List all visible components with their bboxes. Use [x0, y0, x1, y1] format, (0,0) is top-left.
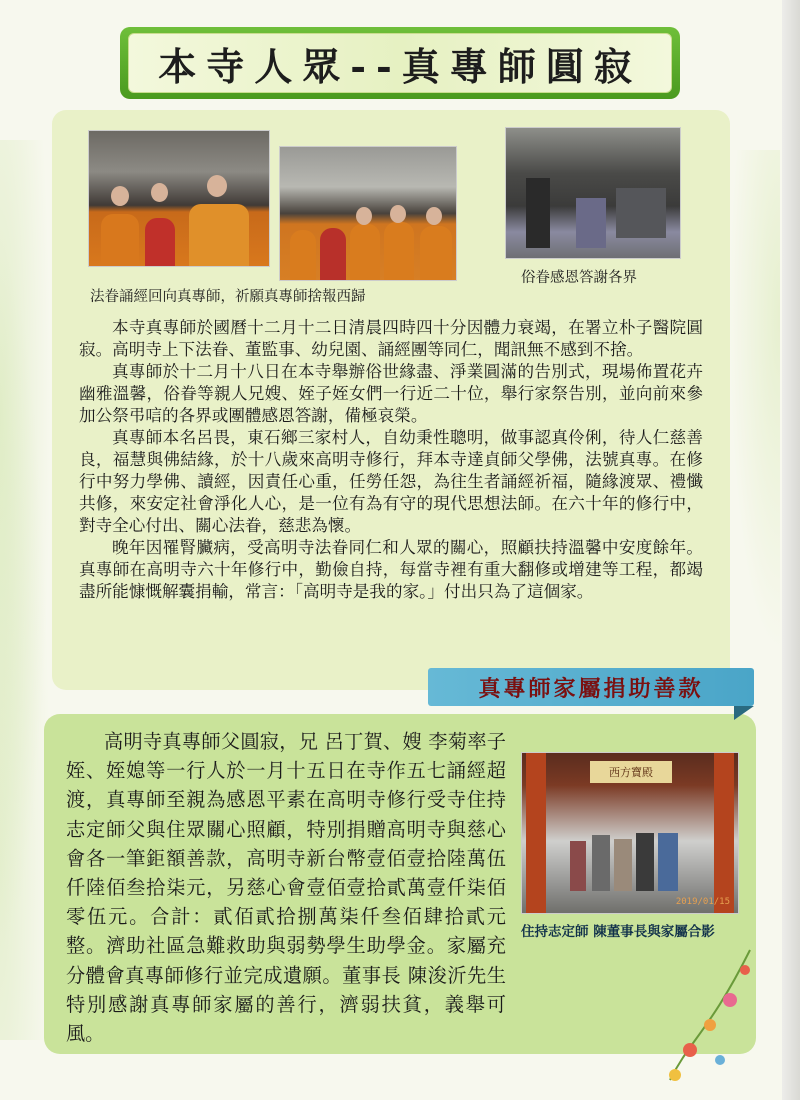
flower-decoration	[650, 940, 770, 1090]
photo-group-portrait	[521, 752, 739, 914]
title-frame	[128, 33, 672, 93]
photo-chanting-1	[88, 130, 270, 267]
photo-caption-chanting: 法眷誦經回向真專師，祈願真專師捨報西歸	[90, 289, 366, 305]
article-paragraph: 真專師本名呂畏，東石鄉三家村人，自幼秉性聰明，做事認真伶俐，待人仁慈善良，福慧與佛結緣，於十八歲來高明寺修行，拜本寺達貞師父學佛，法號真專。在修行中努力學佛、讀經，因責任心重，任勞任怨，為往生者誦經祈福，隨緣渡眾、禮懺共修，來安定社會淨化人心，是一位有為有守的現代思想法師。在六十年的修行中，對寺全心付出、關心法眷，慈悲為懷。	[79, 428, 703, 535]
page-edge	[782, 0, 800, 1100]
photo-family-thanks	[505, 127, 681, 259]
article-paragraph: 本寺真專師於國曆十二月十二日清晨四時四十分因體力衰竭，在署立朴子醫院圓寂。高明寺上下法眷、董監事、幼兒園、誦經團等同仁，聞訊無不感到不捨。	[79, 318, 703, 359]
article-paragraph: 晚年因罹腎臟病，受高明寺法眷同仁和人眾的關心，照顧扶持溫馨中安度餘年。真專師在高明寺六十年修行中，勤儉自持，每當寺裡有重大翻修或增建等工程，都竭盡所能慷慨解囊捐輸，常言：「高明寺是我的家。」付出只為了這個家。	[79, 538, 703, 601]
temple-plaque: 西方寶殿	[590, 761, 672, 783]
donation-heading-ribbon	[428, 668, 754, 706]
article-body	[79, 317, 703, 603]
photo-chanting-2	[279, 146, 457, 281]
donation-heading: 真專師家屬捐助善款	[478, 676, 704, 702]
article-paragraph: 真專師於十二月十八日在本寺舉辦俗世緣盡、淨業圓滿的告別式，現場佈置花卉幽雅溫馨，俗眷等親人兄嫂、姪子姪女們一行近二十位，舉行家祭告別，並向前來參加公祭弔唁的各界或團體感恩答謝，備極哀榮。	[79, 362, 703, 425]
photo-date-stamp: 2019/01/15	[675, 897, 730, 907]
donation-paragraph: 高明寺真專師父圓寂，兄 呂丁賀、嫂 李菊率子姪、姪媳等一行人於一月十五日在寺作五七誦經超渡，真專師至親為感恩平素在高明寺修行受寺住持志定師父與住眾關心照顧，特別捐贈高明寺與慈心會各一筆鉅額善款，高明寺新台幣壹佰壹拾陸萬伍仟陸佰叁拾柒元，另慈心會壹佰壹拾貳萬壹仟柒佰零伍元。合計：貳佰貳拾捌萬柒仟叁佰肆拾貳元整。濟助社區急難救助與弱勢學生助學金。家屬充分體會真專師修行並完成遺願。董事長 陳浚沂先生特別感謝真專師家屬的善行，濟弱扶貧，義舉可風。	[66, 730, 506, 1046]
group-photo-caption: 住持志定師 陳董事長與家屬合影	[521, 924, 715, 940]
donation-body	[66, 727, 506, 1048]
page-title: 本寺人眾--真專師圓寂	[158, 43, 642, 89]
ribbon-fold	[734, 706, 754, 720]
title-banner	[120, 27, 680, 99]
photo-caption-thanks: 俗眷感恩答謝各界	[521, 270, 637, 286]
